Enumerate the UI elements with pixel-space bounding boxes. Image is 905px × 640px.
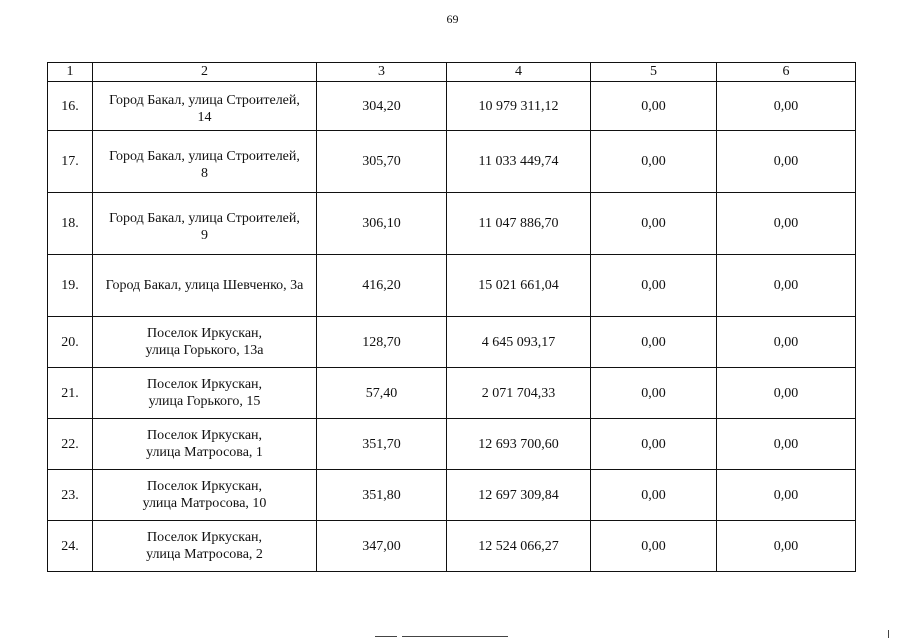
table-header-row — [48, 63, 856, 82]
address-cell — [93, 193, 317, 255]
address-cell — [93, 419, 317, 470]
address-line: Город Бакал, улица Шевченко, 3а — [105, 278, 304, 293]
table-row — [48, 255, 856, 317]
col4-value: 11 033 449,74 — [447, 131, 591, 193]
col6-value: 0,00 — [717, 470, 856, 521]
column-header: 5 — [591, 63, 717, 82]
address-line: улица Матросова, 10 — [142, 496, 267, 511]
col3-value: 351,80 — [317, 470, 447, 521]
address-cell — [93, 82, 317, 131]
row-number: 22. — [48, 419, 93, 470]
col4-value: 15 021 661,04 — [447, 255, 591, 317]
column-header: 4 — [447, 63, 591, 82]
address-cell — [93, 255, 317, 317]
col4-value: 10 979 311,12 — [447, 82, 591, 131]
bottom-divider — [888, 630, 889, 638]
col5-value: 0,00 — [591, 255, 717, 317]
address-line: Город Бакал, улица Строителей, — [109, 210, 300, 226]
row-number: 18. — [48, 193, 93, 255]
col6-value: 0,00 — [717, 368, 856, 419]
col3-value: 57,40 — [317, 368, 447, 419]
address-cell — [93, 521, 317, 572]
row-number: 17. — [48, 131, 93, 193]
address-cell — [93, 470, 317, 521]
column-header: 2 — [93, 63, 317, 82]
col3-value: 304,20 — [317, 82, 447, 131]
col4-value: 11 047 886,70 — [447, 193, 591, 255]
address-line: улица Матросова, 1 — [146, 445, 263, 460]
address-line: Город Бакал, улица Строителей, — [109, 148, 300, 164]
address-line: улица Горького, 13а — [145, 343, 264, 358]
column-header: 3 — [317, 63, 447, 82]
table-row — [48, 368, 856, 419]
col4-value: 12 524 066,27 — [447, 521, 591, 572]
address-line: 9 — [201, 227, 208, 243]
col5-value: 0,00 — [591, 193, 717, 255]
table-row — [48, 470, 856, 521]
column-header: 6 — [717, 63, 856, 82]
col6-value: 0,00 — [717, 419, 856, 470]
address-cell — [93, 317, 317, 368]
table-row — [48, 521, 856, 572]
page-number: 69 — [446, 12, 459, 26]
bottom-divider — [402, 636, 508, 637]
col5-value: 0,00 — [591, 521, 717, 572]
address-line: Поселок Иркускан, — [146, 326, 263, 341]
table-row — [48, 193, 856, 255]
col6-value: 0,00 — [717, 521, 856, 572]
col3-value: 128,70 — [317, 317, 447, 368]
col4-value: 12 697 309,84 — [447, 470, 591, 521]
col6-value: 0,00 — [717, 317, 856, 368]
col3-value: 416,20 — [317, 255, 447, 317]
col4-value: 12 693 700,60 — [447, 419, 591, 470]
col5-value: 0,00 — [591, 317, 717, 368]
bottom-divider — [375, 636, 397, 637]
data-table — [47, 62, 856, 572]
col3-value: 305,70 — [317, 131, 447, 193]
col5-value: 0,00 — [591, 368, 717, 419]
address-line: 8 — [201, 165, 208, 181]
column-header: 1 — [48, 63, 93, 82]
col5-value: 0,00 — [591, 131, 717, 193]
address-line: Поселок Иркускан, — [146, 479, 263, 494]
table-row — [48, 317, 856, 368]
col3-value: 351,70 — [317, 419, 447, 470]
address-line: Поселок Иркускан, — [146, 377, 263, 392]
col4-value: 2 071 704,33 — [447, 368, 591, 419]
row-number: 24. — [48, 521, 93, 572]
address-cell — [93, 131, 317, 193]
address-line: Поселок Иркускан, — [146, 428, 263, 443]
col5-value: 0,00 — [591, 82, 717, 131]
row-number: 23. — [48, 470, 93, 521]
row-number: 21. — [48, 368, 93, 419]
col4-value: 4 645 093,17 — [447, 317, 591, 368]
col3-value: 347,00 — [317, 521, 447, 572]
col6-value: 0,00 — [717, 255, 856, 317]
address-line: улица Матросова, 2 — [146, 547, 263, 562]
row-number: 16. — [48, 82, 93, 131]
table-row — [48, 131, 856, 193]
address-cell — [93, 368, 317, 419]
col6-value: 0,00 — [717, 193, 856, 255]
col5-value: 0,00 — [591, 419, 717, 470]
row-number: 20. — [48, 317, 93, 368]
col6-value: 0,00 — [717, 131, 856, 193]
address-line: улица Горького, 15 — [148, 394, 261, 409]
table-row — [48, 419, 856, 470]
address-line: Город Бакал, улица Строителей, — [109, 93, 300, 108]
table-row — [48, 82, 856, 131]
address-line: 14 — [197, 110, 212, 125]
col6-value: 0,00 — [717, 82, 856, 131]
row-number: 19. — [48, 255, 93, 317]
col5-value: 0,00 — [591, 470, 717, 521]
address-line: Поселок Иркускан, — [146, 530, 263, 545]
col3-value: 306,10 — [317, 193, 447, 255]
